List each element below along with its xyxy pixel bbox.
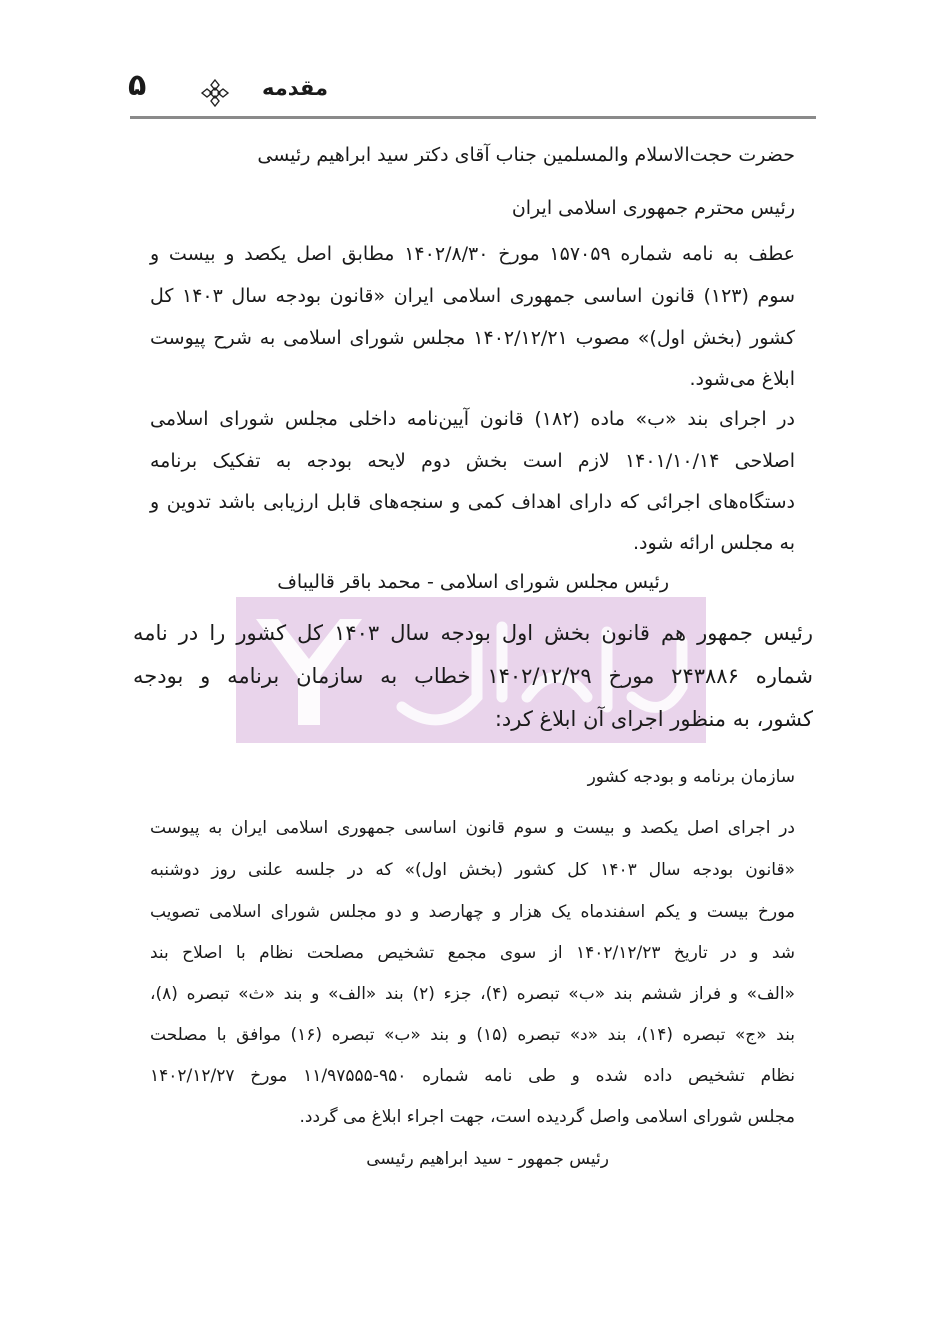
intro-line: شماره ۲۴۳۸۸۶ مورخ ۱۴۰۲/۱۲/۲۹ خطاب به سازمان برنامه و بودجه	[133, 664, 813, 688]
letter2-p1-line: نظام تشخیص داده شده و طی نامه شماره ۹۵۰-۱۱/۹۷۵۵۵ مورخ ۱۴۰۲/۱۲/۲۷	[150, 1066, 795, 1086]
letter1-addressee-line1: حضرت حجت‌الاسلام والمسلمین جناب آقای دکتر سید ابراهیم رئیسی	[257, 144, 795, 166]
letter1-p2-line: به مجلس ارائه شود.	[633, 532, 795, 554]
letter1-addressee-line2: رئیس محترم جمهوری اسلامی ایران	[511, 197, 795, 219]
chapter-title: مقدمه	[262, 76, 328, 100]
letter1-p1-line: عطف به نامه شماره ۱۵۷۰۵۹ مورخ ۱۴۰۲/۸/۳۰ مطابق اصل یکصد و بیست و	[150, 243, 795, 265]
letter1-p2-line: اصلاحی ۱۴۰۱/۱۰/۱۴ لازم است بخش دوم لایحه بودجه به تفکیک برنامه	[150, 450, 795, 472]
letter2-p1-line: «الف» و فراز ششم بند «ب» تبصره (۴)، جزء (۲) بند «الف» و بند «ث» تبصره (۸)،	[150, 984, 795, 1004]
letter2-addressee: سازمان برنامه و بودجه کشور	[587, 767, 795, 787]
letter1-p1-line: ابلاغ می‌شود.	[689, 368, 795, 390]
letter2-p1-line: در اجرای اصل یکصد و بیست و سوم قانون اساسی جمهوری اسلامی ایران به پیوست	[150, 818, 795, 838]
header-divider	[130, 116, 816, 119]
letter2-p1-line: شد و در تاریخ ۱۴۰۲/۱۲/۲۳ از سوی مجمع تشخیص مصلحت نظام با اصلاح بند	[150, 943, 795, 963]
letter1-p2-line: در اجرای بند «ب» ماده (۱۸۲) قانون آیین‌نامه داخلی مجلس شورای اسلامی	[150, 408, 795, 430]
letter2-p1-line: مجلس شورای اسلامی واصل گردیده است، جهت اجراء ابلاغ می گردد.	[299, 1107, 795, 1127]
intro-line: رئیس جمهور هم قانون بخش اول بودجه سال ۱۴۰۳ کل کشور را در نامه	[133, 621, 814, 645]
page-number: ۵	[128, 68, 147, 103]
letter2-p1-line: بند «ج» تبصره (۱۴)، بند «د» تبصره (۱۵) و بند «ب» تبصره (۱۶) موافق با مصلحت	[150, 1025, 795, 1045]
letter2-p1-line: مورخ بیست و یکم اسفندماه یک هزار و چهارصد و دو مجلس شورای اسلامی تصویب	[150, 902, 795, 922]
letter2-p1-line: «قانون بودجه سال ۱۴۰۳ کل کشور (بخش اول)» که در جلسه علنی روز دوشنبه	[150, 860, 795, 880]
letter1-p1-line: کشور (بخش اول)» مصوب ۱۴۰۲/۱۲/۲۱ مجلس شورای اسلامی به شرح پیوست	[150, 327, 795, 349]
letter1-signature: رئیس مجلس شورای اسلامی - محمد باقر قالیباف	[277, 571, 669, 593]
quatrefoil-ornament-icon	[200, 78, 230, 108]
letter1-p1-line: سوم (۱۲۳) قانون اساسی جمهوری اسلامی ایران «قانون بودجه سال ۱۴۰۳ کل	[150, 285, 795, 307]
letter1-p2-line: دستگاه‌های اجرائی که دارای اهداف کمی و سنجه‌های قابل ارزیابی باشد تدوین و	[150, 491, 795, 513]
letter2-signature: رئیس جمهور - سید ابراهیم رئیسی	[366, 1149, 609, 1169]
intro-line: کشور، به منظور اجرای آن ابلاغ کرد:	[494, 707, 813, 731]
